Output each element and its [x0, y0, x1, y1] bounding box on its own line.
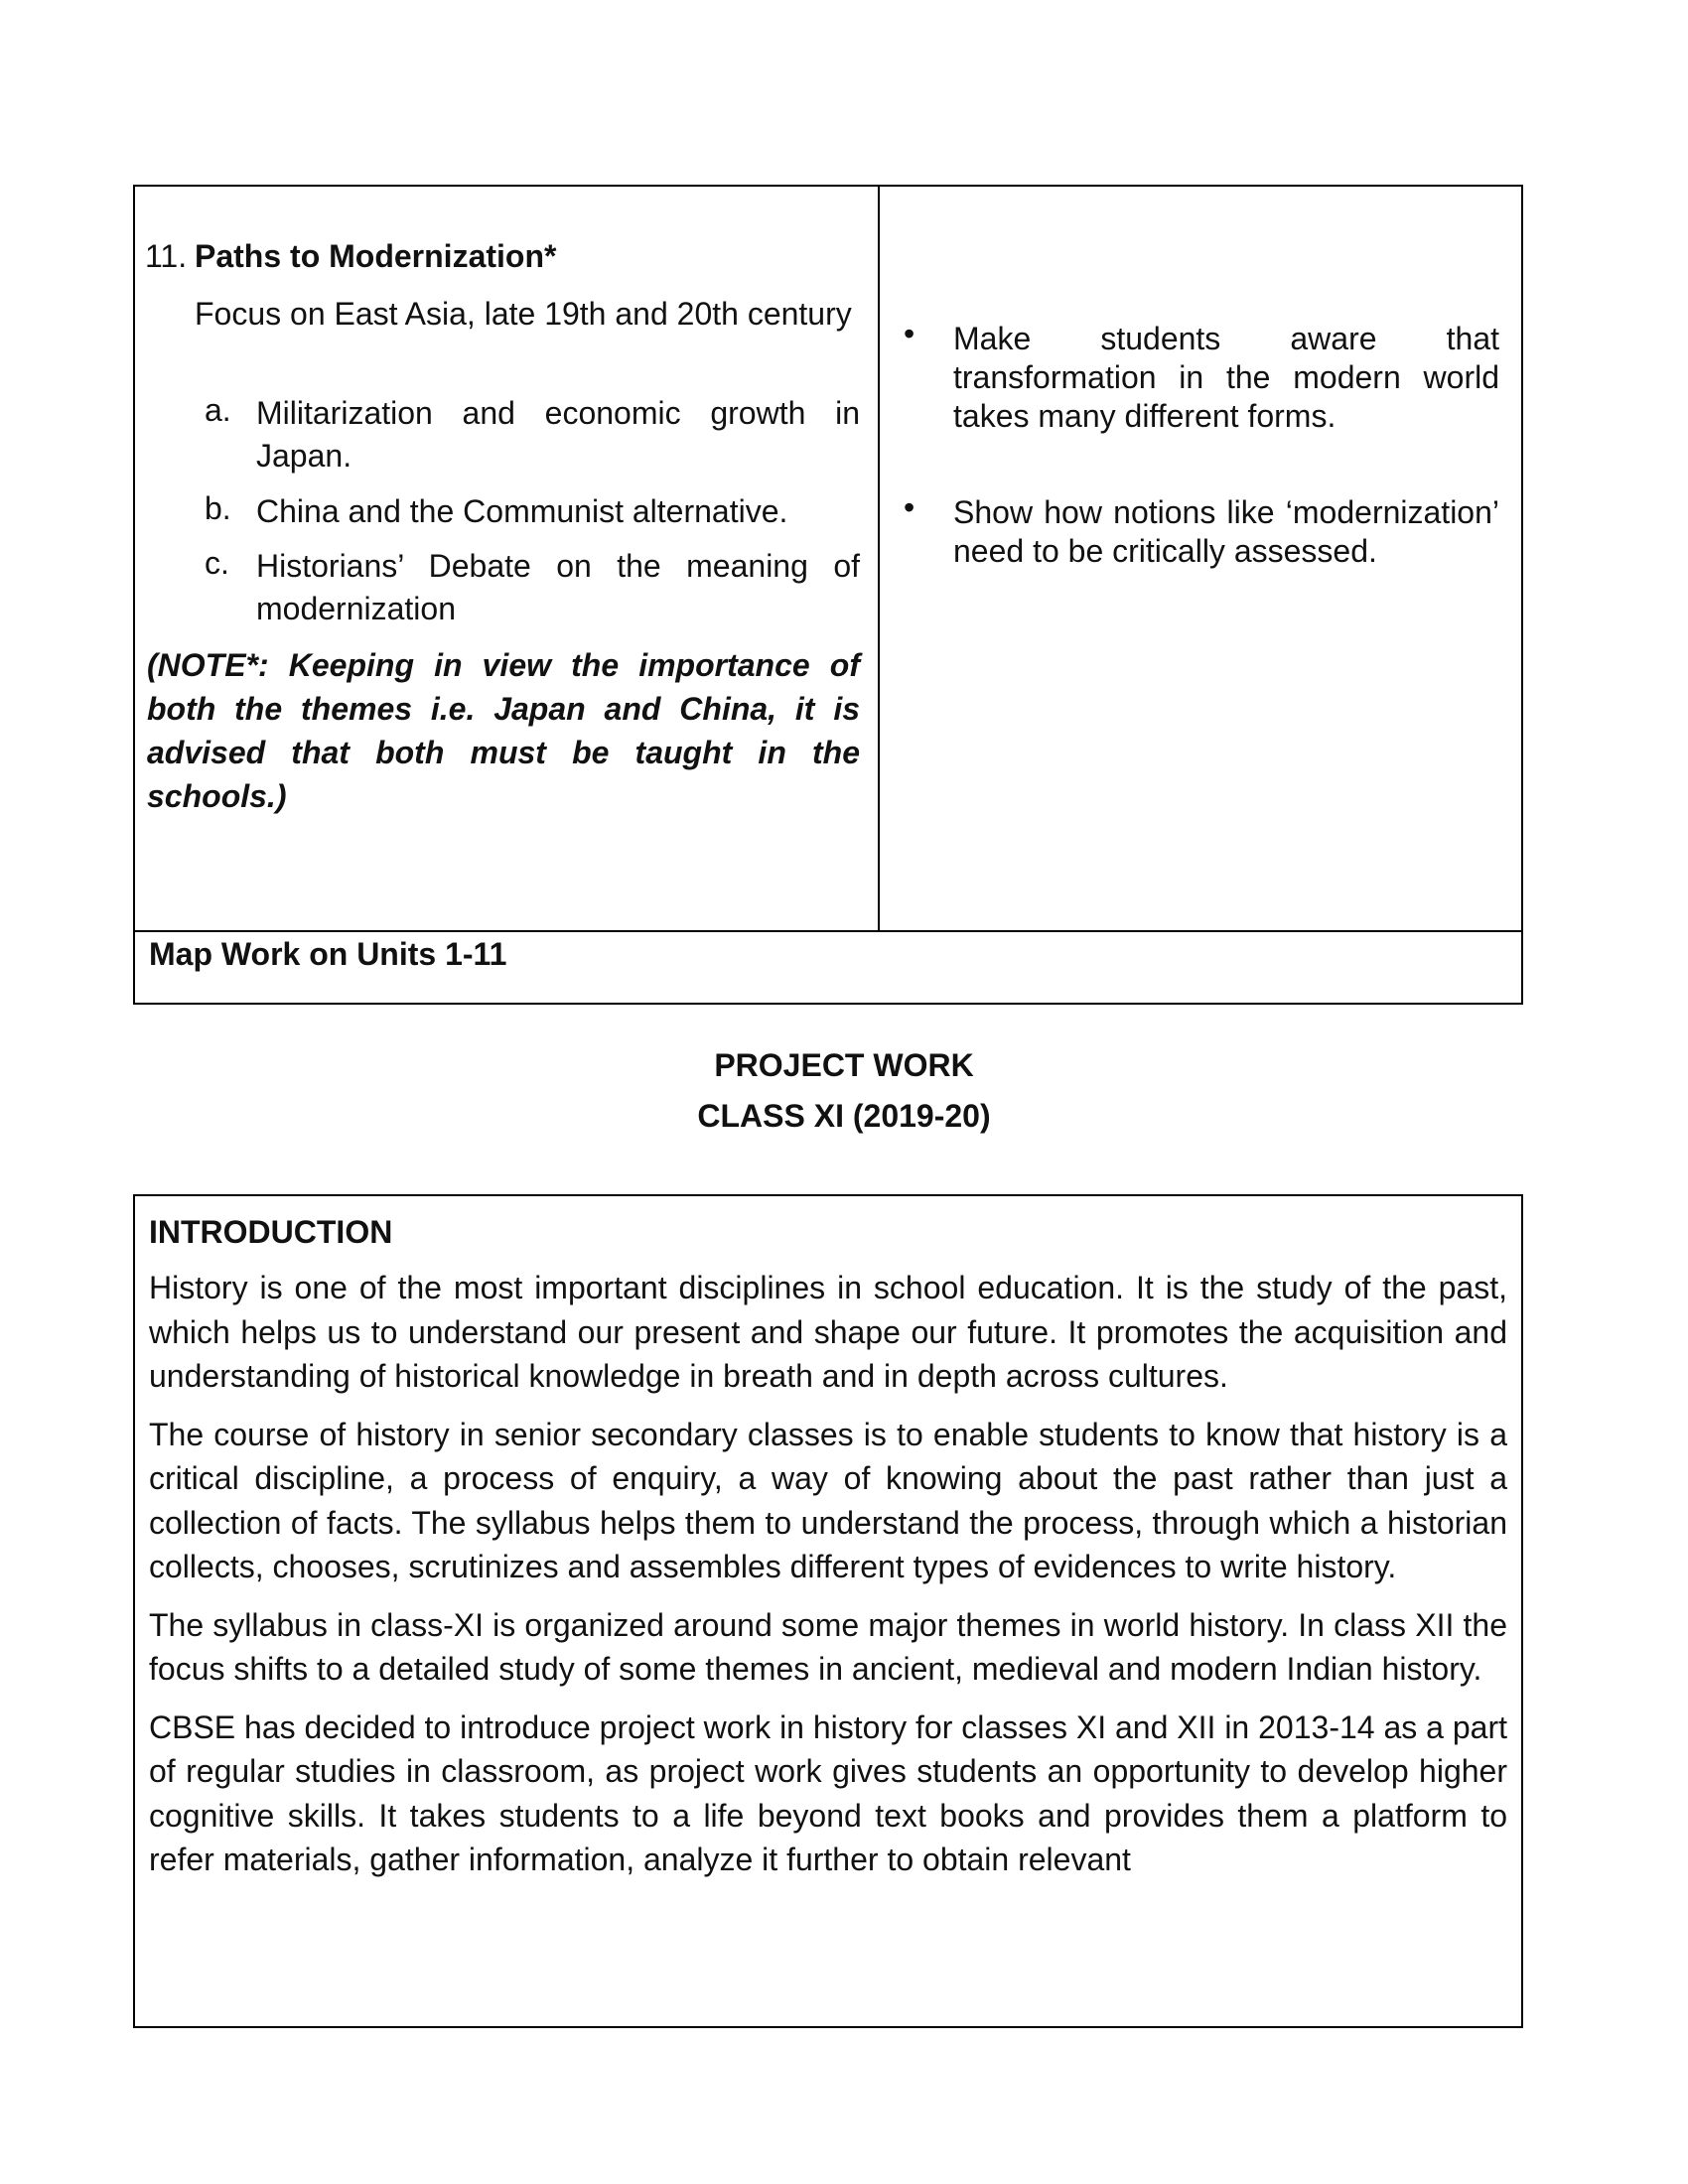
map-work-row	[135, 930, 1521, 1003]
project-heading: PROJECT WORK	[714, 1047, 974, 1083]
bullet-icon: •	[904, 316, 915, 351]
unit-title: Paths to Modernization*	[195, 238, 557, 274]
unit-content-cell	[135, 187, 880, 930]
intro-paragraph: CBSE has decided to introduce project work in history for classes XI and XII in 2013-14 as a part of regular studies in classroom, as project work gives students an opportunity to develop higher cognitive skills. It takes students to a life beyond text books and provides them a platform to refer materials, gather information, analyze it further to obtain relevant	[149, 1708, 1507, 1877]
intro-paragraph: The course of history in senior secondary classes is to enable students to know that history is a critical discipline, a process of enquiry, a way of knowing about the past rather than just a collection of facts. The syllabus helps them to understand the process, through which a historian collects, chooses, scrutinizes and assembles different types of evidences to write history.	[149, 1416, 1507, 1584]
intro-paragraph: The syllabus in class-XI is organized around some major themes in world history. In class XII the focus shifts to a detailed study of some themes in ancient, medieval and modern Indian history.	[149, 1606, 1507, 1687]
project-subheading: CLASS XI (2019-20)	[697, 1098, 991, 1134]
intro-paragraph: History is one of the most important disciplines in school education. It is the study of the past, which helps us to understand our present and shape our future. It promotes the acquisition and understanding of historical knowledge in breath and in depth across cultures.	[149, 1270, 1507, 1394]
unit-number: 11.	[145, 238, 188, 274]
list-item: China and the Communist alternative.	[256, 493, 788, 529]
item-marker: a.	[205, 392, 231, 428]
item-marker: c.	[205, 545, 229, 581]
objective-item: Show how notions like ‘modernization’ need to be critically assessed.	[953, 494, 1499, 569]
introduction-heading: INTRODUCTION	[149, 1214, 393, 1250]
bullet-icon: •	[904, 489, 915, 525]
list-item: Militarization and economic growth in Japan.	[256, 395, 860, 474]
unit-table	[133, 185, 1523, 1005]
objective-item: Make students aware that transformation in the modern world takes many different forms.	[953, 321, 1499, 434]
map-work-label: Map Work on Units 1-11	[149, 936, 507, 972]
unit-note: (NOTE*: Keeping in view the importance of both the themes i.e. Japan and China, it is advised that both must be taught in the schools.)	[147, 647, 860, 814]
introduction-box	[133, 1194, 1523, 2028]
list-item: Historians’ Debate on the meaning of modernization	[256, 548, 860, 626]
item-marker: b.	[205, 490, 231, 526]
unit-focus: Focus on East Asia, late 19th and 20th century	[195, 296, 852, 332]
learning-objectives-cell	[880, 187, 1521, 930]
